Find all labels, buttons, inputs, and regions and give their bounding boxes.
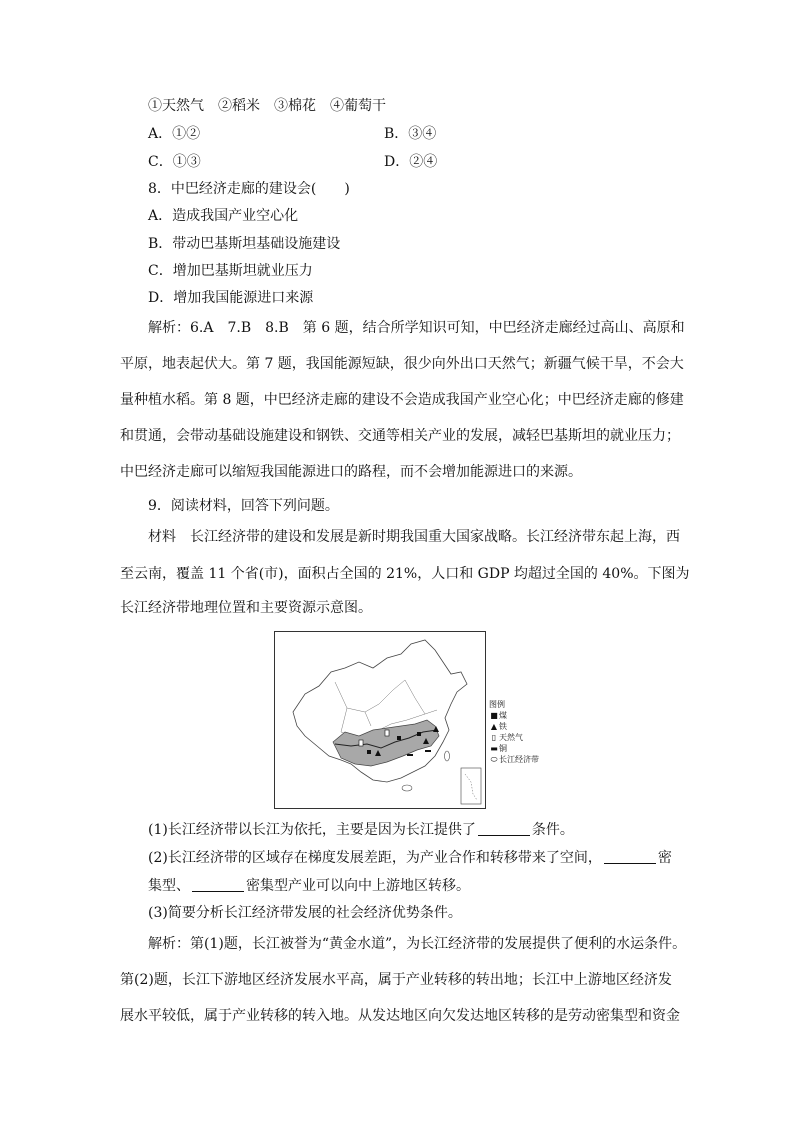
analysis-line: 第(2)题，长江下游地区经济发展水平高，属于产业转移的转出地；长江中上游地区经济发	[120, 972, 672, 988]
analysis-line: 平原，地表起伏大。第 7 题，我国能源短缺，很少向外出口天然气；新疆气候干旱，不会大	[120, 356, 684, 372]
q7-option-d: D．②④	[384, 154, 438, 170]
taiwan-island	[445, 751, 450, 761]
legend-item	[489, 743, 539, 754]
q9-sub2-cont	[148, 876, 470, 896]
gas-icon: ▯	[491, 733, 497, 742]
q7-option-c: C．①③	[148, 154, 201, 170]
legend-label: 天然气	[499, 733, 523, 742]
q9-material-line: 材料 长江经济带的建设和发展是新时期我国重大国家战略。长江经济带东起上海，西	[148, 529, 680, 545]
answer-blank[interactable]	[604, 849, 656, 864]
legend-label: 煤	[499, 711, 507, 720]
legend-item	[489, 754, 539, 765]
coal-icon	[417, 732, 421, 736]
china-map-figure	[274, 631, 486, 809]
q9-material-line: 长江经济带地理位置和主要资源示意图。	[120, 600, 372, 616]
iron-icon: ▲	[490, 722, 498, 731]
legend-label: 铁	[499, 722, 507, 731]
gas-icon	[359, 740, 363, 746]
analysis-line: 量种植水稻。第 8 题，中巴经济走廊的建设不会造成我国产业空心化；中巴经济走廊的修建	[120, 392, 684, 408]
q9-sub3: (3)简要分析长江经济带发展的社会经济优势条件。	[148, 905, 462, 921]
copper-icon	[425, 750, 431, 752]
q9-sub1-text: (1)长江经济带以长江为依托，主要是因为长江提供了	[148, 822, 476, 838]
q8-option-a: A．造成我国产业空心化	[148, 208, 299, 224]
q8-option-c: C．增加巴基斯坦就业压力	[148, 263, 313, 279]
analysis-line: 中巴经济走廊可以缩短我国能源进口的路程，而不会增加能源进口的来源。	[120, 464, 582, 480]
copper-icon	[407, 754, 413, 756]
analysis-line: 解析：6.A 7.B 8.B 第 6 题，结合所学知识可知，中巴经济走廊经过高山、高原和	[148, 320, 685, 336]
legend-label: 铜	[499, 744, 507, 753]
q9-sub2-tail: 密集型产业可以向中上游地区转移。	[246, 878, 470, 894]
q8-option-d: D．增加我国能源进口来源	[148, 290, 314, 306]
q8-option-b: B．带动巴基斯坦基础设施建设	[148, 236, 341, 252]
legend-title: 图例	[489, 700, 505, 709]
legend-item	[489, 732, 539, 743]
q9-sub2-text2: 集型、	[148, 878, 190, 894]
q9-sub2	[148, 848, 672, 868]
analysis-line: 和贯通，会带动基础设施建设和钢铁、交通等相关产业的发展，减轻巴基斯坦的就业压力；	[120, 428, 680, 444]
china-map	[275, 632, 485, 808]
coal-icon	[397, 736, 401, 740]
hainan-island	[402, 785, 412, 791]
copper-icon: ▬	[490, 744, 498, 753]
q9-stem: 9．阅读材料，回答下列问题。	[148, 498, 339, 514]
analysis-line: 解析：第(1)题，长江被誉为“黄金水道”，为长江经济带的发展提供了便利的水运条件。	[148, 936, 687, 952]
analysis-line: 展水平较低，属于产业转移的转入地。从发达地区向欠发达地区转移的是劳动密集型和资金	[120, 1008, 680, 1024]
map-legend	[489, 699, 539, 765]
q7-items: ①天然气 ②稻米 ③棉花 ④葡萄干	[148, 98, 386, 114]
belt-icon: ⬭	[490, 755, 498, 764]
q9-material-line: 至云南，覆盖 11 个省(市)，面积占全国的 21%，人口和 GDP 均超过全国的 40%。下图为	[120, 566, 690, 582]
coal-icon: ■	[490, 711, 498, 720]
answer-blank[interactable]	[192, 877, 244, 892]
q7-option-b: B．③④	[384, 126, 437, 142]
q9-sub1	[148, 820, 574, 840]
legend-item	[489, 710, 539, 721]
q9-sub2-text: (2)长江经济带的区域存在梯度发展差距，为产业合作和转移带来了空间，	[148, 850, 602, 866]
south-china-sea-inset	[461, 768, 481, 804]
q7-option-a: A．①②	[148, 126, 201, 142]
legend-item	[489, 721, 539, 732]
gas-icon	[385, 730, 389, 736]
q9-sub1-tail: 条件。	[531, 822, 574, 838]
q9-sub2-mid: 密	[657, 850, 672, 866]
legend-label: 长江经济带	[499, 755, 539, 764]
answer-blank[interactable]	[478, 821, 530, 836]
coal-icon	[367, 750, 371, 754]
q8-stem: 8．中巴经济走廊的建设会( )	[148, 181, 350, 197]
